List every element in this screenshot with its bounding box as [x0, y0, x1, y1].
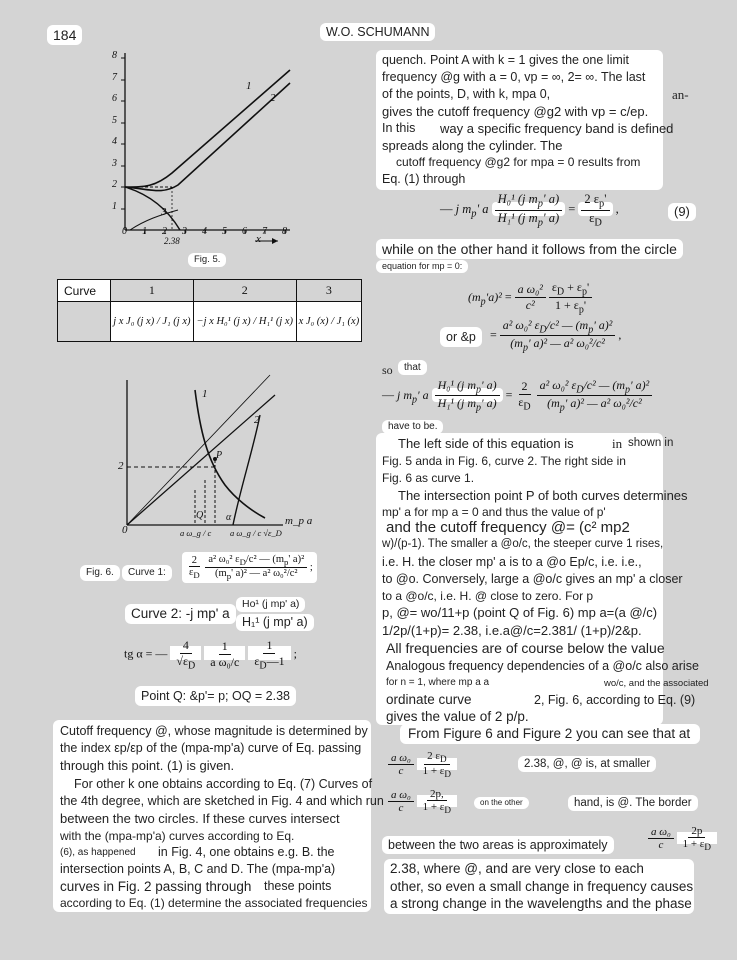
fig5-x-tick-6: 6: [242, 226, 247, 237]
right-line-36: other, so even a small change in frequency causes: [390, 879, 694, 894]
fig5-x-tick-7: 7: [262, 226, 267, 237]
right-line-29b: 2, Fig. 6, according to Eq. (9): [534, 693, 696, 707]
right-line-16: Fig. 6 as curve 1.: [382, 471, 475, 485]
left-line-7: with the (mpa-mp'a) curves according to Eq.: [60, 829, 295, 843]
right-line-14a: The left side of this equation is: [398, 436, 574, 451]
right-line-14b: in: [612, 436, 623, 451]
right-line-8: Eq. (1) through: [382, 172, 466, 186]
right-line-27: Analogous frequency dependencies of a @o/c also arise: [386, 659, 699, 673]
fig5-y-tick-2: 2: [112, 179, 117, 190]
right-line-12a: so: [382, 363, 393, 377]
right-line-4: gives the cutoff frequency @g2 with vp = c/ep.: [382, 104, 649, 119]
fig5-x-tick-3: 3: [182, 226, 187, 237]
fig6-alpha: α: [226, 512, 232, 523]
point-q-text: Point Q: &p'= p; OQ = 2.38: [135, 686, 296, 706]
table-col-3: 3: [296, 280, 361, 302]
inequality-frac-1: $\frac{\text{a ω₀}}{c}$ $\frac{2 \varepsilon_D}{1 + \varepsilon_D}$: [388, 750, 457, 779]
fig5-y-tick-4: 4: [112, 136, 117, 147]
fig5-curve-2: [125, 83, 290, 191]
fig5-y-tick-3: 3: [112, 158, 117, 169]
equation-9-lhs: — j $m_p'$ a $\frac{H_0^1 (j m_p' a)}{H_1^1 (j m_p' a)}$ = $\frac{2 \varepsilon_p'}{\varepsilon_D}$ ,: [440, 192, 619, 228]
curve1-equation: $\frac{2}{\varepsilon_D}$ $\frac{a^2 \omega_0^2 \varepsilon_D/c^2 — (m_p' a)^2}{(m_p' a)^2 — a^2 \omega_0^2/c^2}$ ;: [182, 552, 317, 583]
right-line-19: and the cutoff frequency @= (c² mp2: [386, 519, 630, 536]
right-line-5a: In this: [382, 121, 416, 135]
fig5-x-tick-1: 1: [142, 226, 147, 237]
right-line-29a: ordinate curve: [386, 692, 472, 707]
fig6-curve-2: [233, 415, 260, 525]
right-line-37: a strong change in the wavelengths and the phase: [390, 896, 692, 911]
fig5-x-tick-4: 4: [202, 226, 207, 237]
right-line-31: From Figure 6 and Figure 2 you can see that at: [408, 726, 691, 741]
inequality-frac-2: $\frac{\text{a ω₀}}{c}$ $\frac{2p,}{1 + \varepsilon_D}$: [388, 788, 457, 815]
left-line-8a: (6), as happened: [60, 847, 136, 858]
left-line-4: For other k one obtains according to Eq. (7) Curves of: [74, 777, 373, 791]
right-line-25: 1/2p/(1+p)= 2.38, i.e.a@/c=2.381/ (1+p)/2&p.: [382, 623, 642, 638]
curve2-num: Ho¹ (j mp' a): [236, 597, 305, 612]
right-line-1: quench. Point A with k = 1 gives the one limit: [382, 53, 630, 67]
left-line-3: through this point. (1) is given.: [60, 758, 235, 773]
fig6-curve-label-1: 1: [202, 388, 208, 400]
right-line-33b: hand, is @. The border: [568, 795, 698, 811]
fig6-under-label-2: a ω_g / c √ε_D: [230, 528, 282, 538]
fig5-x-axis-label: x: [256, 233, 261, 245]
table-header-curve: Curve: [58, 280, 111, 302]
right-line-20: w)/(p-1). The smaller a @o/c, the steeper curve 1 rises,: [382, 538, 664, 550]
curves-table: [57, 279, 362, 342]
fig5-x-tick-8: 8: [282, 226, 287, 237]
fig6-point-p: P: [216, 450, 223, 461]
equation-9-number: (9): [668, 203, 696, 221]
right-line-15: Fig. 5 anda in Fig. 6, curve 2. The right side in: [382, 454, 626, 468]
fig5-curve-label-3: 3: [161, 206, 167, 218]
right-line-30: gives the value of 2 p/p.: [386, 709, 529, 724]
right-line-28a: for n = 1, where mp a a: [386, 677, 490, 688]
right-line-32: 2.38, @, @ is, at smaller: [518, 756, 656, 772]
fig5-y-tick-8: 8: [112, 50, 117, 61]
table-col-1: 1: [111, 280, 194, 302]
table-col-2: 2: [193, 280, 296, 302]
curve1-label: Curve 1:: [122, 565, 172, 581]
table-cell-3: x J₀ (x) / J₁ (x): [296, 302, 361, 342]
left-line-6: between the two circles. If these curves intersect: [60, 811, 340, 826]
left-line-11: according to Eq. (1) determine the associated frequencies: [60, 896, 368, 910]
fig5-x-tick-0: 0: [122, 226, 127, 237]
right-line-18: mp' a for mp a = 0 and thus the value of p': [382, 505, 606, 519]
right-line-7: cutoff frequency @g2 for mpa = 0 results from: [396, 155, 641, 169]
fig5-curve-1: [125, 70, 290, 187]
fig5-y-tick-6: 6: [112, 93, 117, 104]
left-line-10a: curves in Fig. 2 passing through: [60, 879, 252, 894]
left-line-1: Cutoff frequency @, whose magnitude is determined by: [60, 724, 368, 738]
left-line-9: intersection points A, B, C and D. The (mpa-mp'a): [60, 862, 336, 876]
fig5-curve-label-1: 1: [246, 80, 252, 92]
tg-alpha-equation: tg α = — $\frac{4}{√\varepsilon_D}$ $\frac{1}{\text{a ω₀/c}}$ $\frac{1}{\varepsilon_D—1}$ ;: [124, 638, 297, 672]
right-line-2: frequency @g with a = 0, vp = ∞, 2= ∞. The last: [382, 70, 646, 84]
fig5-chart: [100, 45, 300, 250]
right-line-17: The intersection point P of both curves determines: [398, 488, 688, 503]
curve2-den: H₁¹ (j mp' a): [236, 614, 314, 631]
fig6-under-label-1: a ω_g / c: [180, 528, 212, 538]
right-line-11: or &p: [440, 327, 482, 347]
right-line-34: between the two areas is approximately: [382, 836, 614, 854]
right-line-3: of the points, D, with k, mpa 0,: [382, 87, 551, 101]
fig5-y-tick-7: 7: [112, 72, 117, 83]
fig5-y-tick-1: 1: [112, 201, 117, 212]
right-line-9: while on the other hand it follows from the circle: [376, 239, 683, 259]
fig5-x-tick-5: 5: [222, 226, 227, 237]
right-line-23: to a @o/c, i.e. H. @ close to zero. For p: [382, 589, 594, 603]
right-line-10: equation for mp = 0:: [376, 260, 468, 273]
circle-equation: $(m_p'a)^2$ = $\frac{\text{a ω₀²}}{\text{c²}}$ $\frac{\varepsilon_D + \varepsilon_p'}{1 + \varepsilon_p'}$: [468, 280, 592, 316]
fig5-x-tick-2: 2: [162, 226, 167, 237]
running-header: W.O. SCHUMANN: [320, 23, 435, 41]
fig6-curve-label-2: 2: [254, 414, 260, 426]
right-line-6: spreads along the cylinder. The: [382, 138, 563, 153]
table-cell-1: j x J₀ (j x) / J₁ (j x): [111, 302, 194, 342]
fig5-y-tick-5: 5: [112, 115, 117, 126]
page-number: 184: [47, 25, 82, 45]
right-line-35: 2.38, where @, and are very close to each: [390, 861, 644, 876]
right-line-13: have to be.: [382, 420, 443, 434]
fig5-x-sublabel: 2.38: [164, 236, 180, 246]
table-row-label-empty: [58, 302, 111, 342]
fig5-caption: Fig. 5.: [188, 253, 226, 267]
right-line-21: i.e. H. the closer mp' a is to a @o Ep/c, i.e. i.e.,: [382, 555, 642, 569]
border-frac: $\frac{\text{a ω₀}}{c}$ $\frac{2p}{1 + \varepsilon_D}$: [648, 825, 717, 852]
epsilon-p-equation: = $\frac{a^2 \omega_0^2 \varepsilon_D/c^2 — (m_p' a)^2}{(m_p' a)^2 — a^2 \omega_0^2/c^2}$ ,: [490, 318, 622, 354]
left-line-2: the index εp/εp of the (mpa-mp'a) curve of Eq. passing: [60, 741, 362, 755]
fig6-y-tick-2: 2: [118, 460, 124, 472]
fig6-caption: Fig. 6.: [80, 565, 120, 581]
right-line-14c: shown in: [628, 437, 674, 449]
right-line-5b: way a specific frequency band is defined: [440, 121, 674, 136]
curve2-label: Curve 2: -j mp' a: [125, 604, 236, 624]
table-cell-2: −j x H₀¹ (j x) / H₁¹ (j x): [193, 302, 296, 342]
fig5-curve-label-2: 2: [270, 92, 276, 104]
right-line-12b: that: [398, 360, 427, 375]
fig6-origin: 0: [122, 524, 128, 536]
fig6-curve-1: [195, 390, 265, 518]
left-line-5: the 4th degree, which are sketched in Fig. 4 and which run: [60, 794, 384, 808]
combined-equation: — j $m_p'$ a $\frac{H_0^1 (j m_p' a)}{H_1^1 (j m_p' a)}$ = $\frac{2}{\varepsilon_D}$ $\frac{a^2 \omega_0^2 \varepsilon_D/c^2 — (m_p' a)^2}{(m_p' a)^2 — a^2 \omega_0^2/c^2}$: [382, 378, 652, 414]
left-line-10b: these points: [264, 879, 332, 893]
right-line-22: to @o. Conversely, large a @o/c gives an mp' a closer: [382, 572, 683, 586]
right-line-28b: wo/c, and the associated: [604, 678, 709, 689]
right-line-3b: an-: [672, 87, 689, 102]
left-line-8b: in Fig. 4, one obtains e.g. B. the: [158, 845, 335, 859]
fig6-x-label: m_p a: [285, 515, 313, 527]
fig6-point-q: Q: [196, 510, 204, 521]
right-line-33a: on the other: [474, 797, 529, 809]
right-line-26: All frequencies are of course below the value: [386, 640, 665, 656]
right-line-24: p, @= wo/11+p (point Q of Fig. 6) mp a=(a @/c): [382, 605, 658, 620]
